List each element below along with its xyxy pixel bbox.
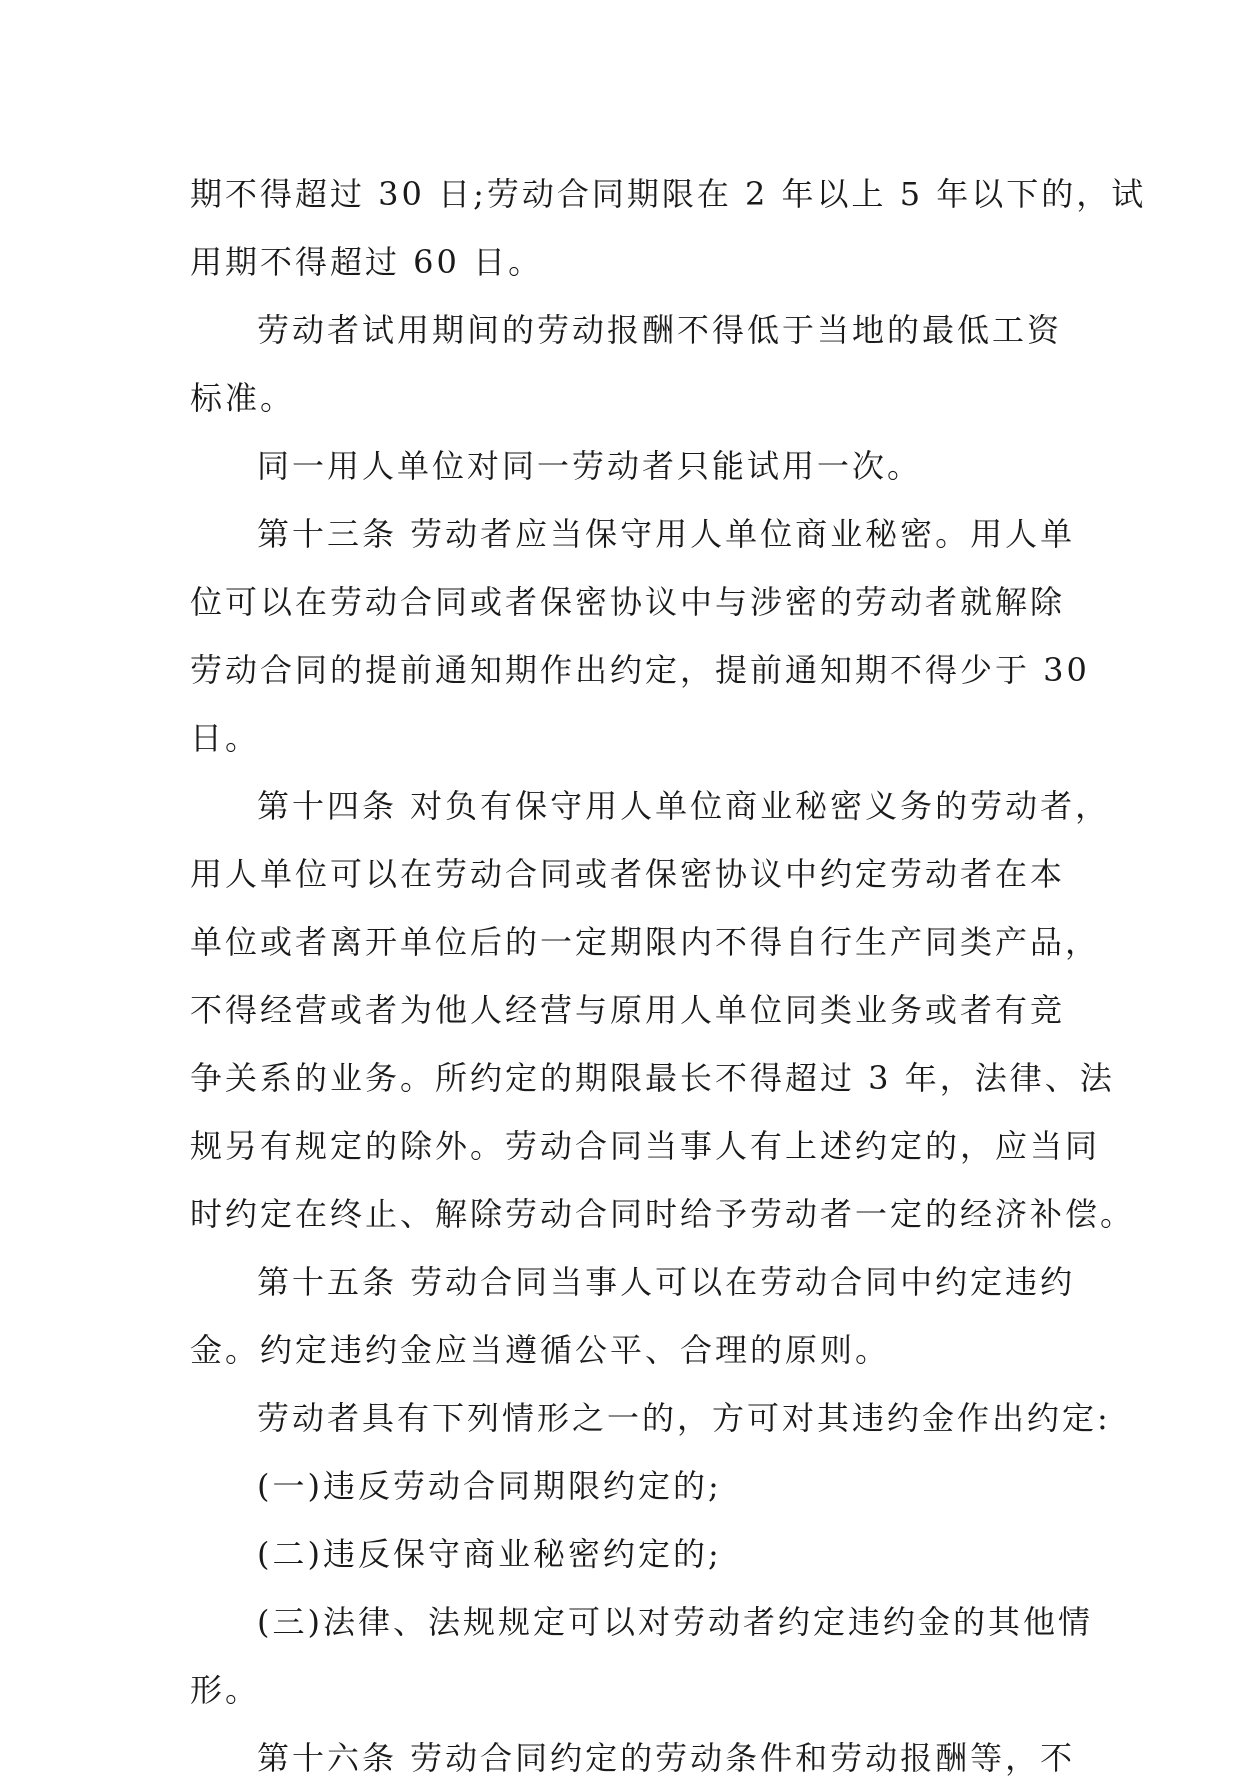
text-line: 同一用人单位对同一劳动者只能试用一次。	[257, 447, 923, 485]
text-line: 第十六条 劳动合同约定的劳动条件和劳动报酬等，不	[257, 1739, 1076, 1777]
text-line: 劳动者具有下列情形之一的，方可对其违约金作出约定:	[257, 1399, 1111, 1437]
text-line: (三)法律、法规规定可以对劳动者约定违约金的其他情	[257, 1603, 1093, 1641]
text-line: 规另有规定的除外。劳动合同当事人有上述约定的，应当同	[190, 1127, 1101, 1165]
text-line: 形。	[190, 1671, 261, 1709]
text-line: 第十四条 对负有保守用人单位商业秘密义务的劳动者，	[257, 787, 1111, 825]
text-line: 不得经营或者为他人经营与原用人单位同类业务或者有竞	[190, 991, 1066, 1029]
text-line: 位可以在劳动合同或者保密协议中与涉密的劳动者就解除	[190, 583, 1066, 621]
text-line: (一)违反劳动合同期限约定的;	[257, 1467, 722, 1505]
text-line: (二)违反保守商业秘密约定的;	[257, 1535, 722, 1573]
text-line: 劳动者试用期间的劳动报酬不得低于当地的最低工资	[257, 311, 1063, 349]
text-line: 时约定在终止、解除劳动合同时给予劳动者一定的经济补偿。	[190, 1195, 1136, 1233]
text-line: 期不得超过 30 日;劳动合同期限在 2 年以上 5 年以下的，试	[190, 175, 1147, 213]
text-line: 第十五条 劳动合同当事人可以在劳动合同中约定违约	[257, 1263, 1076, 1301]
text-line: 第十三条 劳动者应当保守用人单位商业秘密。用人单	[257, 515, 1076, 553]
text-line: 日。	[190, 719, 261, 757]
text-line: 用期不得超过 60 日。	[190, 243, 544, 281]
text-line: 单位或者离开单位后的一定期限内不得自行生产同类产品，	[190, 923, 1101, 961]
text-line: 争关系的业务。所约定的期限最长不得超过 3 年，法律、法	[190, 1059, 1115, 1097]
text-line: 金。约定违约金应当遵循公平、合理的原则。	[190, 1331, 891, 1369]
text-line: 劳动合同的提前通知期作出约定，提前通知期不得少于 30	[190, 651, 1090, 689]
text-line: 标准。	[190, 379, 296, 417]
document-body	[190, 160, 1147, 1792]
text-line: 用人单位可以在劳动合同或者保密协议中约定劳动者在本	[190, 855, 1066, 893]
